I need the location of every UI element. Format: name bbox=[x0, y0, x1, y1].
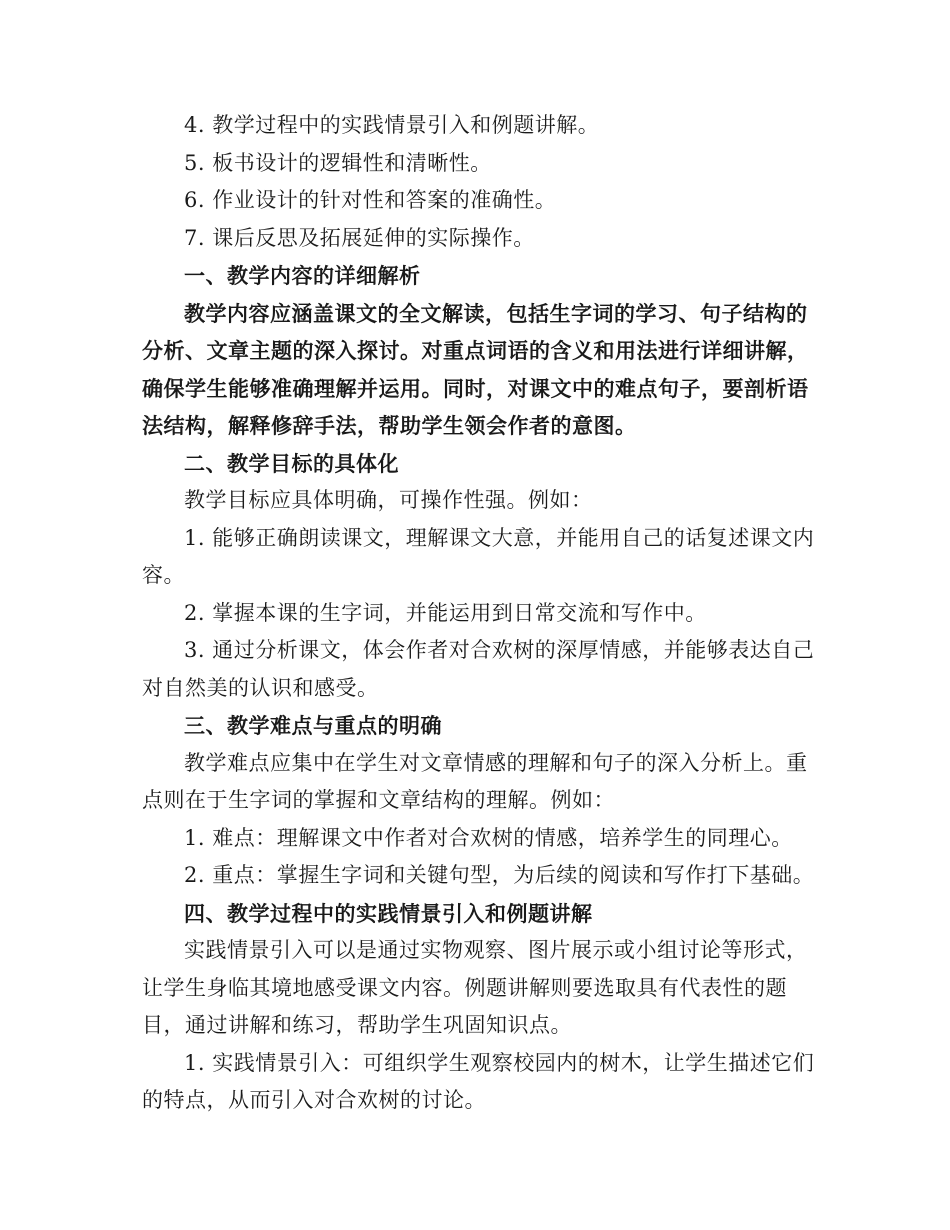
section-4-item-1: 1. 实践情景引入：可组织学生观察校园内的树木，让学生描述它们的特点，从而引入对合欢树的讨论。 bbox=[142, 1050, 815, 1112]
section-3-item-2: 2. 重点：掌握生字词和关键句型，为后续的阅读和写作打下基础。 bbox=[184, 863, 815, 887]
section-1-paragraph: 教学内容应涵盖课文的全文解读，包括生字词的学习、句子结构的分析、文章主题的深入探讨。对重点词语的含义和用法进行详细讲解，确保学生能够准确理解并运用。同时，对课文中的难点句子，要剖析语法结构，解释修辞手法，帮助学生领会作者的意图。 bbox=[142, 300, 809, 438]
section-2-item-1: 1. 能够正确朗读课文，理解课文大意，并能用自己的话复述课文内容。 bbox=[142, 525, 815, 587]
section-4-intro: 实践情景引入可以是通过实物观察、图片展示或小组讨论等形式，让学生身临其境地感受课文内容。例题讲解则要选取具有代表性的题目，通过讲解和练习，帮助学生巩固知识点。 bbox=[142, 938, 808, 1037]
section-heading-2: 二、教学目标的具体化 bbox=[184, 450, 399, 476]
list-item-6: 6. 作业设计的针对性和答案的准确性。 bbox=[184, 188, 557, 212]
section-heading-4: 四、教学过程中的实践情景引入和例题讲解 bbox=[184, 900, 593, 926]
section-2-item-3: 3. 通过分析课文，体会作者对合欢树的深厚情感，并能够表达自己对自然美的认识和感受。 bbox=[142, 638, 815, 700]
list-item-7: 7. 课后反思及拓展延伸的实际操作。 bbox=[184, 225, 535, 250]
list-item-5: 5. 板书设计的逻辑性和清晰性。 bbox=[184, 150, 492, 175]
list-item-4: 4. 教学过程中的实践情景引入和例题讲解。 bbox=[184, 113, 600, 137]
document-body bbox=[142, 107, 822, 1120]
section-3-intro: 教学难点应集中在学生对文章情感的理解和句子的深入分析上。重点则在于生字词的掌握和文章结构的理解。例如： bbox=[142, 750, 808, 812]
section-2-intro: 教学目标应具体明确，可操作性强。例如： bbox=[184, 488, 593, 512]
section-2-item-2: 2. 掌握本课的生字词，并能运用到日常交流和写作中。 bbox=[184, 600, 707, 625]
section-3-item-1: 1. 难点：理解课文中作者对合欢树的情感，培养学生的同理心。 bbox=[184, 825, 793, 850]
section-heading-1: 一、教学内容的详细解析 bbox=[184, 263, 421, 288]
section-heading-3: 三、教学难点与重点的明确 bbox=[184, 713, 442, 738]
